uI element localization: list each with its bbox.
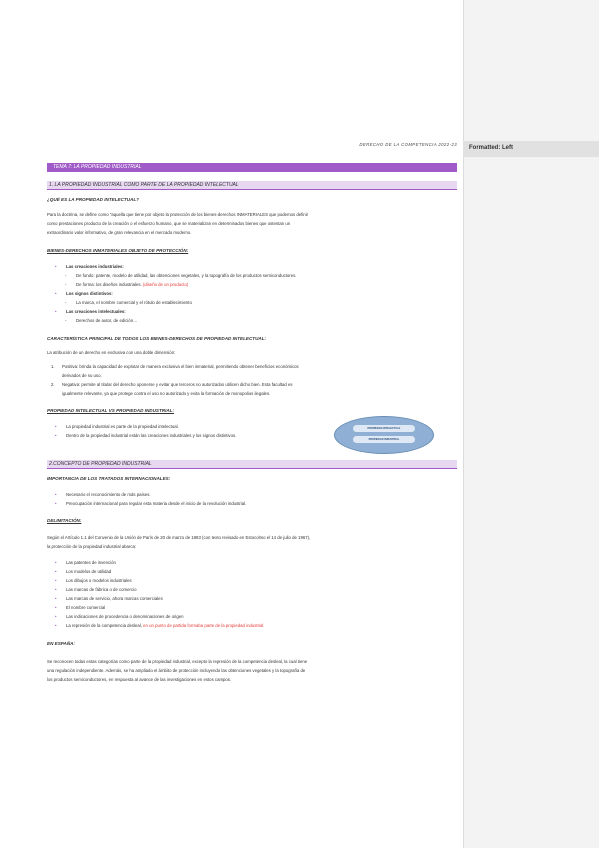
definition-line-2: como prestaciones producto de la creación o el esfuerzo humano, que se materializan en determinados bienes que ostentan un bbox=[47, 221, 291, 226]
list-item: • La represión de la competencia desleal, en un punto de partida formaba parte de la propiedad industrial bbox=[55, 623, 264, 628]
bullet-icon: • bbox=[55, 605, 57, 610]
comment-margin-pane bbox=[463, 0, 599, 848]
list-item: • Preocupación internacional para regular esta materia desde el inicio de la revolución industrial. bbox=[55, 501, 247, 506]
spain-line-3: los productos semiconductores, en respuesta al avance de las investigaciones en estos campos. bbox=[47, 677, 232, 682]
chapter-title-bar: TEMA 7: LA PROPIEDAD INDUSTRIAL bbox=[47, 163, 457, 172]
numbered-item: 1. Positiva: brinda la capacidad de explotar de manera exclusiva el bien inmaterial, permitiendo obtener beneficios económicos bbox=[51, 364, 299, 369]
section1-heading-bar: 1. LA PROPIEDAD INDUSTRIAL COMO PARTE DE LA PROPIEDAD INTELECTUAL bbox=[47, 181, 457, 190]
bullet-icon: • bbox=[55, 424, 57, 429]
list-item: • El nombre comercial bbox=[55, 605, 106, 610]
list-item: • Las marcas de servicio, ahora marcas comerciales bbox=[55, 596, 163, 601]
outer-circle-label: PROPIEDAD INTELECTUAL bbox=[353, 425, 415, 432]
list-item: • Los modelos de utilidad bbox=[55, 569, 112, 574]
bullet-icon: • bbox=[55, 587, 57, 592]
bullet-icon: • bbox=[55, 569, 57, 574]
importancia-heading: IMPORTANCIA DE LOS TRATADOS INTERNACIONALES: bbox=[47, 476, 171, 481]
spain-line-2: una regulación independiente. Además, se ha ampliado el ámbito de protección incluyendo las obtenciones vegetales y la topografía de bbox=[47, 668, 306, 673]
list-item: • Los dibujos o modelos industriales bbox=[55, 578, 132, 583]
inner-circle-label: PROPIEDAD INDUSTRIAL bbox=[353, 436, 415, 443]
bullet-icon: • bbox=[55, 578, 57, 583]
list-item: • Las patentes de invención bbox=[55, 560, 116, 565]
bullet-icon: • bbox=[55, 492, 57, 497]
spain-heading: EN ESPAÑA: bbox=[47, 641, 75, 646]
list-item: • Las marcas de fábrica o de comercio bbox=[55, 587, 137, 592]
list-item: - Derechos de autor, de edición… bbox=[65, 318, 138, 323]
list-item: • Necesario el reconocimiento de más países. bbox=[55, 492, 151, 497]
list-item: - De forma: los diseños industriales. (diseño de un producto) bbox=[65, 282, 189, 287]
list-item: • La propiedad industrial es parte de la propiedad intelectual. bbox=[55, 424, 179, 429]
definition-line-1: Para la doctrina, se define como "aquella que tiene por objeto la protección de los bienes-derechos INMATERIALES que podemos definir bbox=[47, 212, 309, 217]
bullet-icon: • bbox=[55, 264, 57, 269]
caracteristica-intro: La atribución de un derecho en exclusiva con una doble dimensión: bbox=[47, 350, 176, 355]
question-heading: ¿QUÉ ES LA PROPIEDAD INTELECTUAL? bbox=[47, 197, 139, 202]
bullet-icon: • bbox=[55, 309, 57, 314]
bullet-icon: • bbox=[55, 623, 57, 628]
bullet-icon: • bbox=[55, 433, 57, 438]
bullet-icon: • bbox=[55, 291, 57, 296]
list-item: • Las indicaciones de procedencia o denominaciones de origen bbox=[55, 614, 184, 619]
formatting-comment[interactable]: Formatted: Left bbox=[463, 141, 599, 157]
list-item: • Dentro de la propiedad industrial están las creaciones industriales y los signos distintivos. bbox=[55, 433, 237, 438]
delimitacion-heading: DELIMITACIÓN: bbox=[47, 518, 82, 523]
delimitacion-line-2: la protección de la propiedad industrial abarca: bbox=[47, 544, 137, 549]
running-head: DERECHO DE LA COMPETENCIA 2022-23 bbox=[359, 142, 457, 147]
definition-line-3: extraordinario valor informativo, de gran relevancia en el mercado moderno. bbox=[47, 230, 192, 235]
bullet-icon: • bbox=[55, 501, 57, 506]
list-item: • Las creaciones industriales: bbox=[55, 264, 124, 269]
spain-line-1: Se reconocen todas estas categorías como parte de la propiedad industrial, excepto la represión de la competencia desleal, la cual tiene bbox=[47, 659, 308, 664]
bullet-icon: • bbox=[55, 560, 57, 565]
list-item: • Los signos distintivos: bbox=[55, 291, 113, 296]
list-item: - De fondo: patente, modelo de utilidad, las obtenciones vegetales, y la topografía de los productos semiconductores. bbox=[65, 273, 297, 278]
delimitacion-line-1: Según el Artículo 1.1 del Convenio de la Unión de París de 20 de marzo de 1883 (con texto revisado en Estocolmo el 14 de julio de 1967), bbox=[47, 535, 311, 540]
venn-diagram bbox=[334, 416, 434, 454]
numbered-item-cont: derivados de su uso. bbox=[62, 373, 102, 378]
numbered-item-cont: igualmente relevante, ya que protege contra el uso no autorizado y evita la formación de monopolios ilegales. bbox=[62, 391, 271, 396]
numbered-item: 2. Negativa: permite al titular del derecho oponerse y evitar que terceros no autorizados utilicen dicho bien. Esta facultad es bbox=[51, 382, 293, 387]
bullet-icon: • bbox=[55, 614, 57, 619]
bullet-icon: • bbox=[55, 596, 57, 601]
bienes-heading: BIENES-DERECHOS INMATERIALES OBJETO DE PROTECCIÓN: bbox=[47, 248, 189, 253]
pi-vs-heading: PROPIEDAD INTELECTUAL VS PROPIEDAD INDUSTRIAL: bbox=[47, 408, 175, 413]
list-item: - La marca, el nombre comercial y el rótulo de establecimiento bbox=[65, 300, 192, 305]
caracteristica-heading: CARACTERÍSTICA PRINCIPAL DE TODOS LOS BIENES-DERECHOS DE PROPIEDAD INTELECTUAL: bbox=[47, 336, 267, 341]
section2-heading-bar: 2.CONCEPTO DE PROPIEDAD INDUSTRIAL bbox=[47, 460, 457, 469]
list-item: • Las creaciones intelectuales: bbox=[55, 309, 126, 314]
